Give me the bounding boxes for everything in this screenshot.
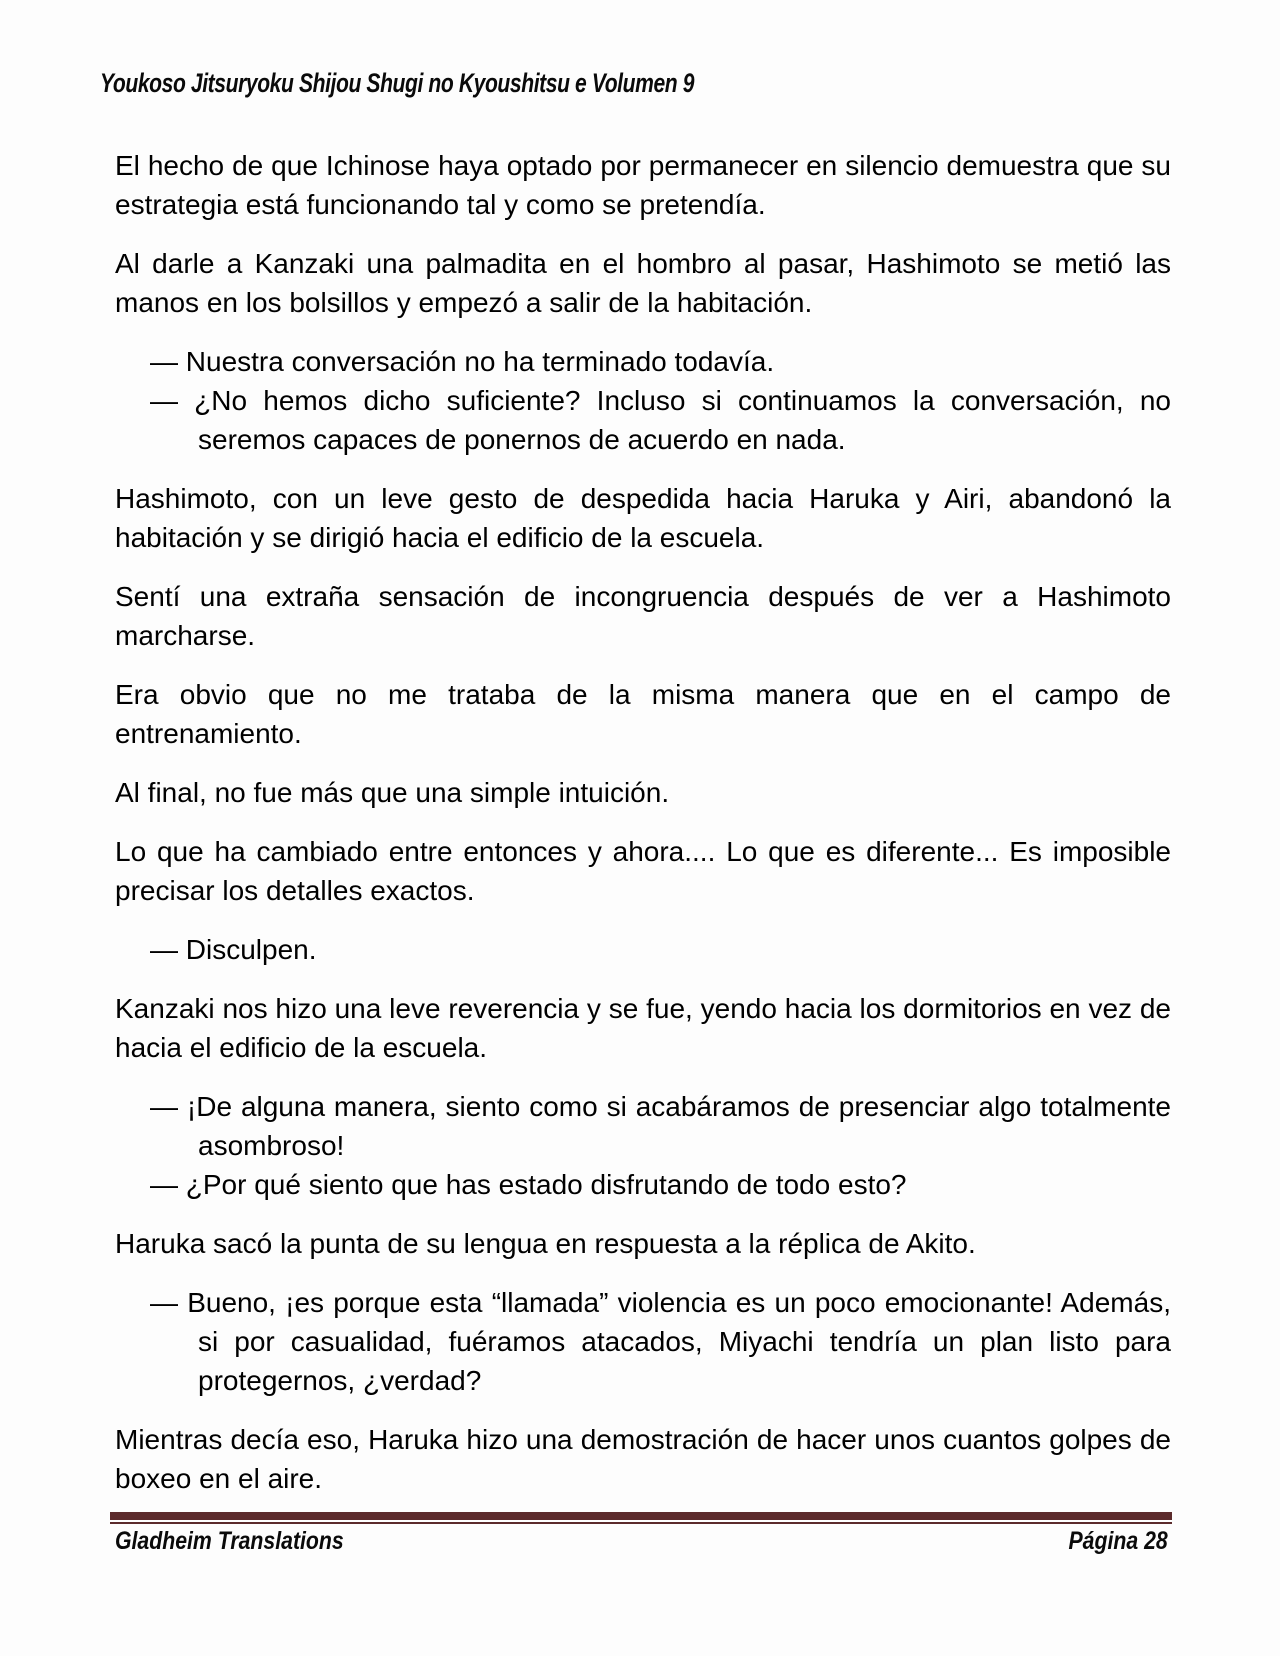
paragraph: Al final, no fue más que una simple intuición. xyxy=(115,777,670,808)
paragraph: Lo que ha cambiado entre entonces y ahora.... Lo que es diferente... Es imposible precisar los detalles exactos. xyxy=(115,836,1171,906)
footer-translator-credit: Gladheim Translations xyxy=(115,1527,344,1555)
page-footer xyxy=(115,1527,1168,1556)
paragraph: Haruka sacó la punta de su lengua en respuesta a la réplica de Akito. xyxy=(115,1228,976,1259)
paragraph: Hashimoto, con un leve gesto de despedida hacia Haruka y Airi, abandonó la habitación y se dirigió hacia el edificio de la escuela. xyxy=(115,483,1171,553)
dialogue-group xyxy=(115,930,1171,969)
paragraph: Kanzaki nos hizo una leve reverencia y se fue, yendo hacia los dormitorios en vez de hacia el edificio de la escuela. xyxy=(115,993,1171,1063)
dialogue-group xyxy=(115,1087,1171,1204)
dialogue-line: — Nuestra conversación no ha terminado todavía. xyxy=(150,346,775,377)
paragraph: El hecho de que Ichinose haya optado por permanecer en silencio demuestra que su estrategia está funcionando tal y como se pretendía. xyxy=(115,150,1171,220)
paragraph: Al darle a Kanzaki una palmadita en el hombro al pasar, Hashimoto se metió las manos en los bolsillos y empezó a salir de la habitación. xyxy=(115,248,1171,318)
paragraph: Sentí una extraña sensación de incongruencia después de ver a Hashimoto marcharse. xyxy=(115,581,1171,651)
dialogue-group xyxy=(115,342,1171,459)
dialogue-line: — ¡De alguna manera, siento como si acabáramos de presenciar algo totalmente asombroso! xyxy=(150,1091,1171,1161)
dialogue-group xyxy=(115,1283,1171,1400)
footer-page-number: Página 28 xyxy=(1068,1527,1168,1555)
dialogue-line: — ¿No hemos dicho suficiente? Incluso si continuamos la conversación, no seremos capaces de ponernos de acuerdo en nada. xyxy=(150,385,1171,455)
dialogue-line: — ¿Por qué siento que has estado disfrutando de todo esto? xyxy=(150,1169,907,1200)
page-header-title: Youkoso Jitsuryoku Shijou Shugi no Kyoushitsu e Volumen 9 xyxy=(100,68,695,98)
paragraph: Mientras decía eso, Haruka hizo una demostración de hacer unos cuantos golpes de boxeo en el aire. xyxy=(115,1424,1171,1494)
paragraph: Era obvio que no me trataba de la misma manera que en el campo de entrenamiento. xyxy=(115,679,1171,749)
page-body xyxy=(115,146,1171,1518)
footer-divider-rule xyxy=(110,1512,1172,1524)
dialogue-line: — Disculpen. xyxy=(150,934,317,965)
dialogue-line: — Bueno, ¡es porque esta “llamada” violencia es un poco emocionante! Además, si por casualidad, fuéramos atacados, Miyachi tendría un plan listo para protegernos, ¿verdad? xyxy=(150,1287,1171,1396)
